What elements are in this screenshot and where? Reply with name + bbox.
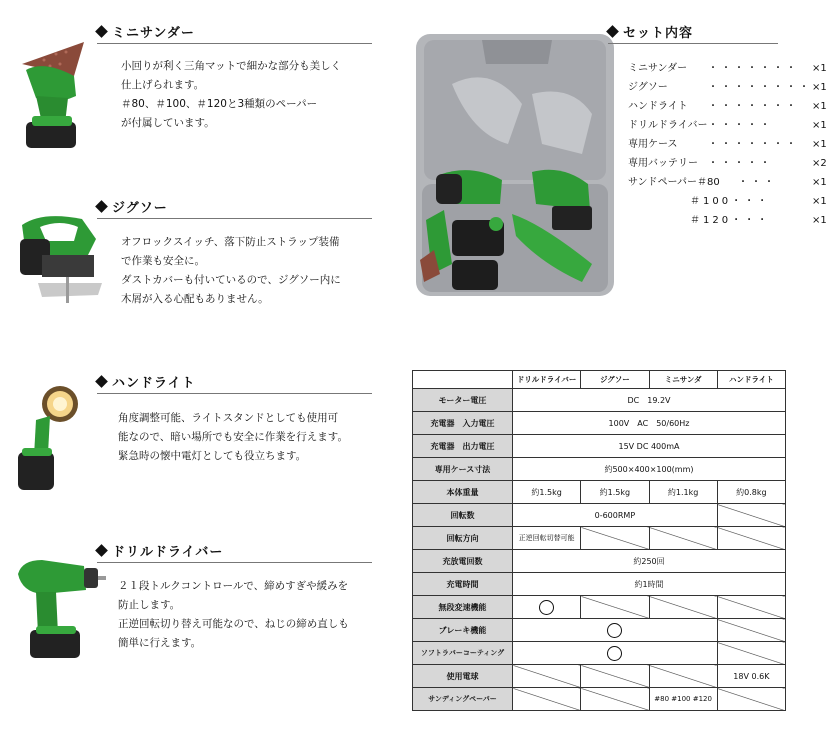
row-label: 充電器 出力電圧 bbox=[413, 435, 513, 458]
jigsaw-image bbox=[12, 205, 104, 313]
row-label: 回転数 bbox=[413, 504, 513, 527]
section-header-drill-driver bbox=[97, 541, 223, 560]
description-line: 緊急時の懐中電灯としても役立ちます。 bbox=[118, 450, 307, 462]
table-row bbox=[413, 458, 786, 481]
table-cell bbox=[513, 642, 718, 665]
drill-driver-image bbox=[12, 548, 108, 660]
table-row bbox=[413, 596, 786, 619]
diamond-bullet-icon bbox=[95, 200, 108, 213]
table-cell-na bbox=[581, 596, 649, 619]
list-item: 専用ケース ・・・・・・・ ×1 bbox=[628, 139, 827, 150]
table-cell: 約500×400×100(mm) bbox=[513, 458, 786, 481]
table-header-cell: ミニサンダ bbox=[649, 371, 717, 389]
row-label: 無段変速機能 bbox=[413, 596, 513, 619]
description-line: 木屑が入る心配もありません。 bbox=[121, 293, 269, 305]
hand-light-image bbox=[12, 382, 82, 494]
hand-light-description bbox=[118, 409, 348, 466]
table-cell-na bbox=[581, 527, 649, 550]
table-header-empty bbox=[413, 371, 513, 389]
table-cell: 約1.1kg bbox=[649, 481, 717, 504]
table-cell-na bbox=[717, 619, 785, 642]
description-line: 防止します。 bbox=[118, 599, 181, 611]
table-cell-na bbox=[717, 504, 785, 527]
table-cell-na bbox=[513, 688, 581, 711]
table-cell: DC 19.2V bbox=[513, 389, 786, 412]
description-line: 簡単に行えます。 bbox=[118, 637, 202, 649]
circle-mark-icon bbox=[539, 600, 554, 615]
table-row bbox=[413, 481, 786, 504]
description-line: 角度調整可能、ライトスタンドとしても使用可 bbox=[118, 412, 339, 424]
table-cell-na bbox=[513, 665, 581, 688]
section-underline bbox=[97, 218, 372, 219]
table-cell-na bbox=[717, 688, 785, 711]
table-row bbox=[413, 642, 786, 665]
table-cell-na bbox=[581, 665, 649, 688]
table-cell: 正逆回転切替可能 bbox=[513, 527, 581, 550]
row-label: ソフトラバーコーティング bbox=[413, 642, 513, 665]
table-cell: 約1時間 bbox=[513, 573, 786, 596]
row-label: モーター電圧 bbox=[413, 389, 513, 412]
mini-sander-description bbox=[121, 57, 341, 133]
mini-sander-image bbox=[14, 36, 94, 151]
table-cell: 約250回 bbox=[513, 550, 786, 573]
table-cell: 100V AC 50/60Hz bbox=[513, 412, 786, 435]
table-cell: 約1.5kg bbox=[513, 481, 581, 504]
diamond-bullet-icon bbox=[606, 25, 619, 38]
jigsaw-description bbox=[121, 233, 341, 309]
description-line: 小回りが利く三角マットで細かな部分も美しく bbox=[121, 60, 342, 72]
description-line: 仕上げられます。 bbox=[121, 79, 205, 91]
diamond-bullet-icon bbox=[95, 544, 108, 557]
section-header-jigsaw bbox=[97, 197, 168, 216]
list-item: ＃120・・・ ×1 bbox=[690, 215, 827, 226]
section-underline bbox=[97, 562, 372, 563]
table-cell-na bbox=[581, 688, 649, 711]
section-header-mini-sander bbox=[97, 22, 195, 41]
table-cell-na bbox=[717, 596, 785, 619]
description-line: で作業も安全に。 bbox=[121, 255, 205, 267]
table-cell-na bbox=[649, 596, 717, 619]
description-line: 能なので、暗い場所でも安全に作業を行えます。 bbox=[118, 431, 348, 443]
table-cell: 0-600RMP bbox=[513, 504, 718, 527]
circle-mark-icon bbox=[607, 646, 622, 661]
list-item: ハンドライト ・・・・・・・ ×1 bbox=[628, 101, 827, 112]
table-cell bbox=[513, 619, 718, 642]
row-label: ブレーキ機能 bbox=[413, 619, 513, 642]
description-line: オフロックスイッチ、落下防止ストラップ装備 bbox=[121, 236, 340, 248]
drill-driver-description bbox=[118, 577, 349, 653]
row-label: 本体重量 bbox=[413, 481, 513, 504]
section-underline bbox=[608, 43, 778, 44]
table-row bbox=[413, 550, 786, 573]
table-header-cell: ハンドライト bbox=[717, 371, 785, 389]
table-row bbox=[413, 504, 786, 527]
table-cell: #80 #100 #120 bbox=[649, 688, 717, 711]
table-header-cell: ドリルドライバー bbox=[513, 371, 581, 389]
section-title: ハンドライト bbox=[112, 376, 196, 391]
list-item: ジグソー ・・・・・・・・ ×1 bbox=[628, 82, 827, 93]
set-contents-list bbox=[628, 59, 834, 230]
section-header-set-contents bbox=[608, 22, 693, 41]
table-row bbox=[413, 412, 786, 435]
table-row bbox=[413, 688, 786, 711]
row-label: 専用ケース寸法 bbox=[413, 458, 513, 481]
list-item: サンドペーパー＃80 ・・・ ×1 bbox=[628, 177, 827, 188]
section-title: セット内容 bbox=[623, 26, 694, 41]
table-cell-na bbox=[649, 665, 717, 688]
description-line: ダストカバーも付いているので、ジグソー内に bbox=[121, 274, 341, 286]
row-label: 使用電球 bbox=[413, 665, 513, 688]
section-title: ドリルドライバー bbox=[112, 545, 224, 560]
table-cell bbox=[513, 596, 581, 619]
table-cell-na bbox=[717, 642, 785, 665]
table-row bbox=[413, 389, 786, 412]
table-cell-na bbox=[649, 527, 717, 550]
row-label: 充電器 入力電圧 bbox=[413, 412, 513, 435]
table-cell: 約0.8kg bbox=[717, 481, 785, 504]
list-item: ＃100・・・ ×1 bbox=[690, 196, 827, 207]
list-item: ミニサンダー ・・・・・・・ ×1 bbox=[628, 63, 827, 74]
section-title: ジグソー bbox=[112, 201, 168, 216]
diamond-bullet-icon bbox=[95, 25, 108, 38]
row-label: 充放電回数 bbox=[413, 550, 513, 573]
description-line: 正逆回転切り替え可能なので、ねじの締め直しも bbox=[118, 618, 349, 630]
table-row bbox=[413, 527, 786, 550]
list-item: ドリルドライバー ・・・・・ ×1 bbox=[628, 120, 827, 131]
table-cell: 15V DC 400mA bbox=[513, 435, 786, 458]
section-title: ミニサンダー bbox=[112, 26, 195, 41]
section-header-hand-light bbox=[97, 372, 196, 391]
description-line: ＃80、＃100、＃120と3種類のペーパー bbox=[121, 98, 318, 110]
circle-mark-icon bbox=[607, 623, 622, 638]
table-cell: 18V 0.6K bbox=[717, 665, 785, 688]
table-row bbox=[413, 619, 786, 642]
section-underline bbox=[97, 393, 372, 394]
row-label: 回転方向 bbox=[413, 527, 513, 550]
table-header-cell: ジグソー bbox=[581, 371, 649, 389]
table-cell: 約1.5kg bbox=[581, 481, 649, 504]
row-label: 充電時間 bbox=[413, 573, 513, 596]
description-line: が付属しています。 bbox=[121, 117, 215, 129]
table-row bbox=[413, 573, 786, 596]
spec-table bbox=[412, 370, 786, 711]
diamond-bullet-icon bbox=[95, 375, 108, 388]
tool-case-photo bbox=[412, 24, 618, 298]
table-header-row bbox=[413, 371, 786, 389]
table-row bbox=[413, 435, 786, 458]
table-cell-na bbox=[717, 527, 785, 550]
section-underline bbox=[97, 43, 372, 44]
list-item: 専用バッテリー ・・・・・ ×2 bbox=[628, 158, 827, 169]
table-row bbox=[413, 665, 786, 688]
description-line: ２１段トルクコントロールで、締めすぎや緩みを bbox=[118, 580, 349, 592]
row-label: サンディングペーパー bbox=[413, 688, 513, 711]
